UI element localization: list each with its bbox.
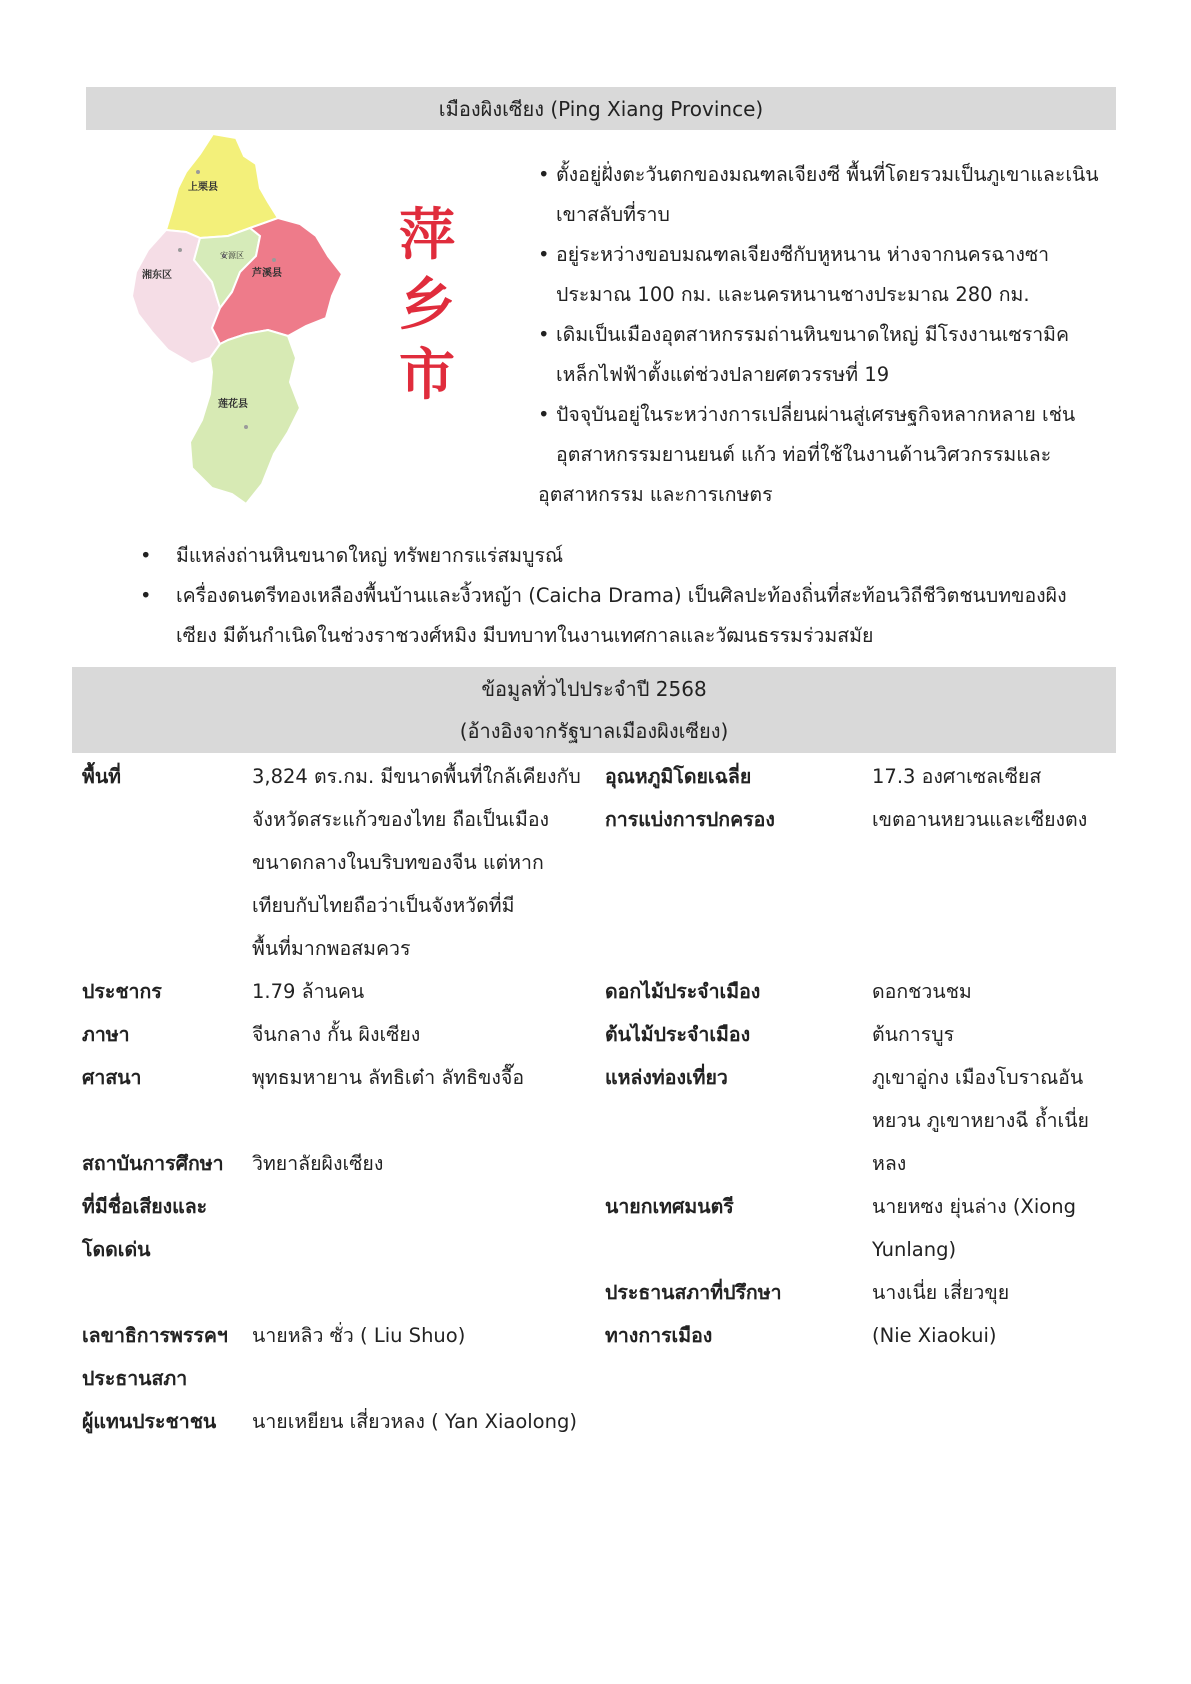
religion-label: ศาสนา	[82, 1066, 142, 1089]
area-value: 3,824 ตร.กม. มีขนาดพื้นที่ใกล้เคียงกับ จังหวัดสระแก้วของไทย ถือเป็นเมือง ขนาดกลางในบริบทของจีน แต่หาก เทียบกับไทยถือว่าเป็นจังหวัดที่มี พื้นที่มากพอสมควร	[252, 765, 581, 960]
overview-bullet: • ตั้งอยู่ฝั่งตะวันตกของมณฑลเจียงซี พื้นที่โดยรวมเป็นภูเขาและเนิน เขาสลับที่ราบ	[538, 155, 1118, 235]
tourism-value: ภูเขาอู่กง เมืองโบราณอัน หยวน ภูเขาหยางฉี ถ้ำเนี่ย หลง	[872, 1066, 1089, 1175]
cppcc-chair-value: นางเนี่ย เสี่ยวขุย (Nie Xiaokui)	[872, 1281, 1010, 1347]
map-label-anyuan: 安源区	[220, 251, 244, 260]
general-info-table	[0, 755, 1191, 1455]
tourism-label: แหล่งท่องเที่ยว	[605, 1066, 728, 1089]
map-label-luxi: 芦溪县	[252, 268, 282, 279]
page-title: เมืองผิงเซียง (Ping Xiang Province)	[438, 96, 764, 121]
party-secretary-value: นายหลิว ซั่ว ( Liu Shuo)	[252, 1324, 466, 1347]
mayor-value: นายหซง ยุ่นล่าง (Xiong Yunlang)	[872, 1195, 1076, 1261]
overview-bullet: • ปัจจุบันอยู่ในระหว่างการเปลี่ยนผ่านสู่เศรษฐกิจหลากหลาย เช่น อุตสาหกรรมยานยนต์ แก้ว ท่อที่ใช้ในงานด้านวิศวกรรมและ	[538, 395, 1118, 475]
education-value: วิทยาลัยผิงเซียง	[252, 1152, 384, 1175]
overview-bullet: • เดิมเป็นเมืองอุตสาหกรรมถ่านหินขนาดใหญ่ มีโรงงานเซรามิค เหล็กไฟฟ้าตั้งแต่ช่วงปลายศตวรรษที่ 19	[538, 315, 1118, 395]
district-map-svg	[128, 132, 380, 527]
info-header-title: ข้อมูลทั่วไปประจำปี 2568	[481, 677, 707, 701]
overview-bullet-list	[538, 155, 1118, 515]
cppcc-chair-label: ประธานสภาที่ปรึกษา ทางการเมือง	[605, 1281, 782, 1347]
npc-chair-label: ผู้แทนประชาชน	[82, 1410, 217, 1433]
language-value: จีนกลาง กั้น ผิงเซียง	[252, 1023, 421, 1046]
map-label-lianhua: 莲花县	[218, 399, 248, 410]
temperature-value: 17.3 องศาเซลเซียส	[872, 765, 1042, 788]
city-tree-label: ต้นไม้ประจำเมือง	[605, 1023, 751, 1046]
city-name-char-2: 乡	[399, 272, 455, 338]
population-label: ประชากร	[82, 980, 162, 1003]
overview-bullet: • อยู่ระหว่างขอบมณฑลเจียงซีกับหูหนาน ห่างจากนครฉางซา ประมาณ 100 กม. และนครหนานชางประมาณ 280 กม.	[538, 235, 1118, 315]
city-flower-label: ดอกไม้ประจำเมือง	[605, 980, 761, 1003]
city-name-char-1: 萍	[399, 202, 455, 268]
administration-label: การแบ่งการปกครอง	[605, 808, 775, 831]
language-label: ภาษา	[82, 1023, 130, 1046]
highlight-bullet: • มีแหล่งถ่านหินขนาดใหญ่ ทรัพยากรแร่สมบูรณ์	[140, 536, 1100, 576]
city-name-char-3: 市	[399, 342, 455, 408]
info-header-source: (อ้างอิงจากรัฐบาลเมืองผิงเซียง)	[459, 719, 729, 743]
religion-value: พุทธมหายาน ลัทธิเต๋า ลัทธิขงจื๊อ	[252, 1066, 525, 1089]
page-title-bar	[86, 87, 1116, 130]
temperature-label: อุณหภูมิโดยเฉลี่ย	[605, 765, 752, 788]
party-secretary-label: เลขาธิการพรรคฯ ประธานสภา	[82, 1324, 228, 1390]
highlight-bullet: • เครื่องดนตรีทองเหลืองพื้นบ้านและงิ้วหญ้า (Caicha Drama) เป็นศิลปะท้องถิ่นที่สะท้อนวิถีชีวิตชนบทของผิง เซียง มีต้นกำเนิดในช่วงราชวงศ์หมิง มีบทบาทในงานเทศกาลและวัฒนธรรมร่วมสมัย	[140, 576, 1100, 656]
district-map	[128, 132, 380, 527]
city-flower-value: ดอกชวนชม	[872, 980, 972, 1003]
city-tree-value: ต้นการบูร	[872, 1023, 955, 1046]
highlights-bullet-list	[140, 536, 1100, 656]
info-section-header	[72, 667, 1116, 753]
mayor-label: นายกเทศมนตรี	[605, 1195, 734, 1218]
city-name-chinese	[392, 200, 462, 410]
npc-chair-value: นายเหยียน เสี่ยวหลง ( Yan Xiaolong)	[252, 1410, 577, 1433]
education-label: สถาบันการศึกษา ที่มีชื่อเสียงและ โดดเด่น	[82, 1152, 224, 1261]
area-label: พื้นที่	[82, 765, 122, 788]
administration-value: เขตอานหยวนและเซียงตง	[872, 808, 1088, 831]
map-region-shangli	[166, 134, 278, 238]
overview-bullet-continuation: อุตสาหกรรม และการเกษตร	[538, 483, 773, 506]
population-value: 1.79 ล้านคน	[252, 980, 365, 1003]
map-label-shangli: 上栗县	[188, 182, 218, 193]
map-label-xiangdong: 湘东区	[142, 270, 172, 281]
